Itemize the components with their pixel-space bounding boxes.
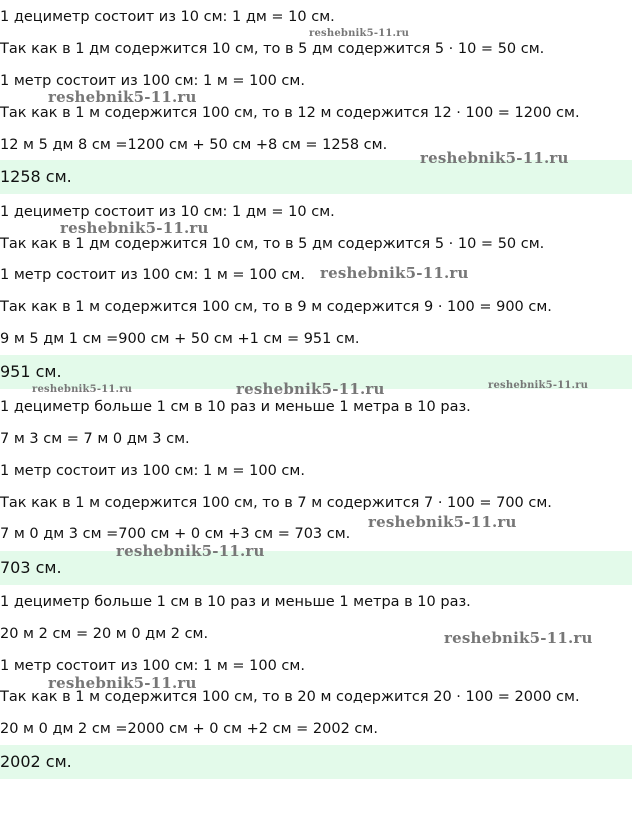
text-line: 1 дециметр состоит из 10 см: 1 дм = 10 см. [0, 9, 335, 25]
text-line: 1 метр состоит из 100 см: 1 м = 100 см. [0, 463, 305, 479]
watermark-text: reshebnik5-11.ru [320, 264, 469, 282]
text-line: Так как в 1 дм содержится 10 см, то в 5 дм содержится 5 · 10 = 50 см. [0, 41, 545, 57]
text-line: Так как в 1 м содержится 100 см, то в 9 м содержится 9 · 100 = 900 см. [0, 299, 552, 315]
watermark-text: reshebnik5-11.ru [236, 380, 385, 398]
watermark-text: reshebnik5-11.ru [488, 380, 589, 391]
text-line: 1 метр состоит из 100 см: 1 м = 100 см. [0, 267, 305, 283]
watermark-text: reshebnik5-11.ru [116, 542, 265, 560]
watermark-text: reshebnik5-11.ru [420, 149, 569, 167]
watermark-text: reshebnik5-11.ru [32, 384, 133, 395]
watermark-text: reshebnik5-11.ru [60, 219, 209, 237]
text-line: 1 метр состоит из 100 см: 1 м = 100 см. [0, 658, 305, 674]
watermark-text: reshebnik5-11.ru [48, 674, 197, 692]
text-line: 20 м 2 см = 20 м 0 дм 2 см. [0, 626, 209, 642]
watermark-text: reshebnik5-11.ru [48, 88, 197, 106]
text-line: 12 м 5 дм 8 см =1200 см + 50 см +8 см = 1258 см. [0, 137, 388, 153]
text-line: 7 м 0 дм 3 см =700 см + 0 см +3 см = 703 см. [0, 526, 351, 542]
text-line: Так как в 1 м содержится 100 см, то в 20 м содержится 20 · 100 = 2000 см. [0, 689, 580, 705]
text-line: 7 м 3 см = 7 м 0 дм 3 см. [0, 431, 190, 447]
text-line: 1 дециметр больше 1 см в 10 раз и меньше 1 метра в 10 раз. [0, 594, 471, 610]
text-line: 1 дециметр больше 1 см в 10 раз и меньше 1 метра в 10 раз. [0, 399, 471, 415]
answer-box: 1258 см. [0, 160, 632, 194]
answer-box: 2002 см. [0, 745, 632, 779]
text-line: Так как в 1 м содержится 100 см, то в 12 м содержится 12 · 100 = 1200 см. [0, 105, 580, 121]
text-line: Так как в 1 дм содержится 10 см, то в 5 дм содержится 5 · 10 = 50 см. [0, 236, 545, 252]
text-line: Так как в 1 м содержится 100 см, то в 7 м содержится 7 · 100 = 700 см. [0, 495, 552, 511]
text-line: 1 метр состоит из 100 см: 1 м = 100 см. [0, 73, 305, 89]
watermark-text: reshebnik5-11.ru [309, 28, 410, 39]
watermark-text: reshebnik5-11.ru [368, 513, 517, 531]
watermark-text: reshebnik5-11.ru [444, 629, 593, 647]
text-line: 20 м 0 дм 2 см =2000 см + 0 см +2 см = 2002 см. [0, 721, 378, 737]
text-line: 1 дециметр состоит из 10 см: 1 дм = 10 см. [0, 204, 335, 220]
text-line: 9 м 5 дм 1 см =900 см + 50 см +1 см = 951 см. [0, 331, 360, 347]
answer-box: 951 см. [0, 355, 632, 389]
answer-box: 703 см. [0, 551, 632, 585]
